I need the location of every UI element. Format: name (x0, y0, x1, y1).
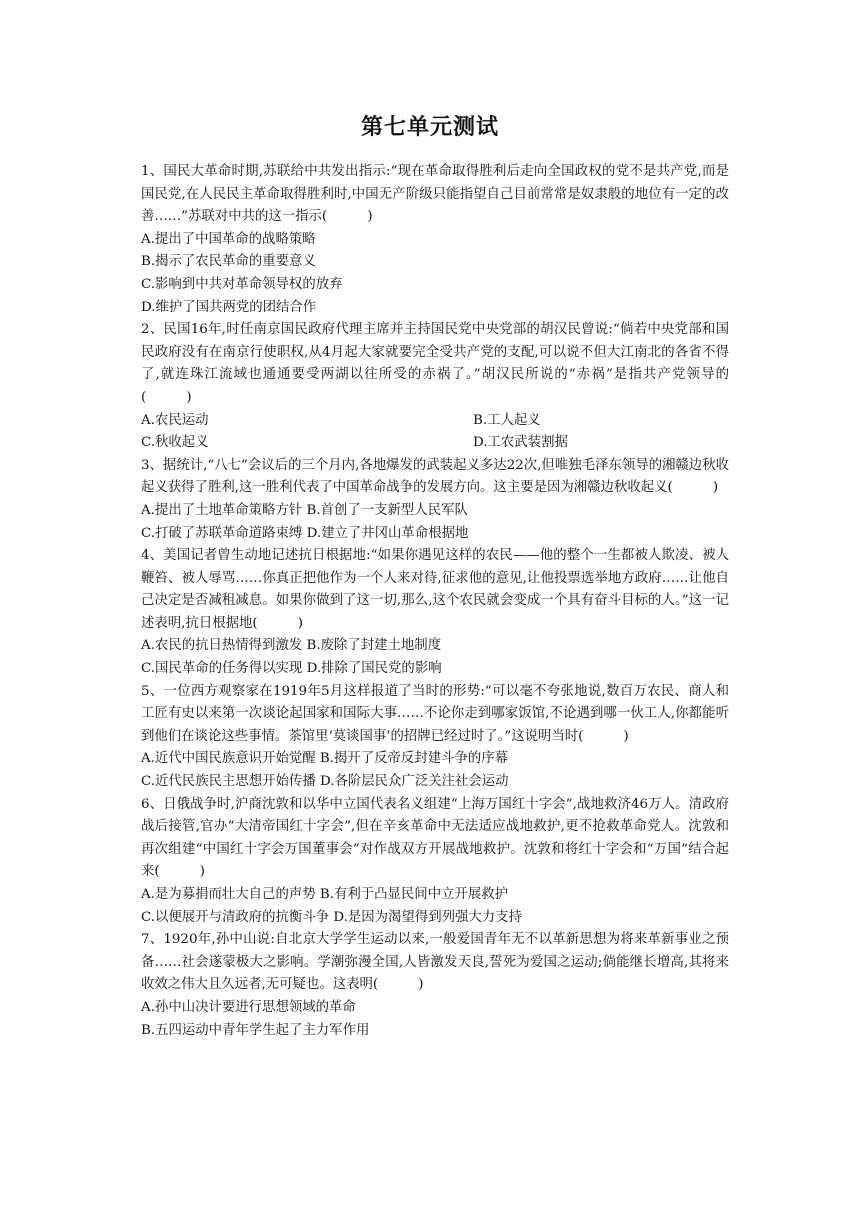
question-6 (141, 794, 729, 930)
option-c: C.影响到中共对革命领导权的放弃 (141, 276, 343, 292)
question-list (141, 161, 729, 1042)
option-row (141, 410, 729, 433)
option-d: D.维护了国共两党的团结合作 (141, 299, 317, 315)
option-c: C.秋收起义 (141, 435, 209, 451)
option-d: D.工农武装割据 (473, 435, 568, 451)
option-line-cd: C.以便展开与清政府的抗衡斗争 D.是因为渴望得到列强大力支持 (141, 909, 522, 925)
question-stem: 3、据统计,“八七”会议后的三个月内,各地爆发的武装起义多达22次,但唯独毛泽东领导的湘赣边秋收起义获得了胜利,这一胜利代表了中国革命战争的发展方向。这主要是因为湘赣边秋收起义( ) (141, 457, 729, 496)
page-title: 第七单元测试 (360, 114, 499, 140)
question-2 (141, 319, 729, 455)
option-a: A.农民运动 (141, 412, 209, 428)
option-line-ab: A.农民的抗日热情得到激发 B.废除了封建土地制度 (141, 638, 442, 654)
question-stem: 2、民国16年,时任南京国民政府代理主席并主持国民党中央党部的胡汉民曾说:“倘若中央党部和国民政府没有在南京行使职权,从4月起大家就要完全受共产党的支配,可以说不但大江南北的各省不得了,就连珠江流域也通通要受两湖以往所受的赤祸了。”胡汉民所说的“赤祸”是指共产党领导的( ) (141, 322, 729, 405)
option-line-ab: A.是为募捐而壮大自己的声势 B.有利于凸显民间中立开展救护 (141, 887, 509, 902)
option-line-ab: A.近代中国民族意识开始觉醒 B.揭开了反帝反封建斗争的序幕 (141, 751, 509, 767)
question-stem: 1、国民大革命时期,苏联给中共发出指示:“现在革命取得胜利后走向全国政权的党不是共产党,而是国民党,在人民民主革命取得胜利时,中国无产阶级只能指望自己目前常常是奴隶般的地位有一定的改善……”苏联对中共的这一指示( ) (141, 164, 729, 225)
question-stem: 6、日俄战争时,沪商沈敦和以华中立国代表名义组建“上海万国红十字会”,战地救济46万人。清政府战后接管,官办“大清帝国红十字会”,但在辛亥革命中无法适应战地救护,更不抢救革命党人。沈敦和再次组建“中国红十字会万国董事会”对作战双方开展战地救护。沈敦和将红十字会和“万国”结合起来( ) (141, 796, 729, 880)
option-a: A.提出了中国革命的战略策略 (141, 231, 316, 247)
option-line-cd: C.打破了苏联革命道路束缚 D.建立了井冈山革命根据地 (141, 525, 469, 541)
option-b: B.五四运动中青年学生起了主力军作用 (141, 1022, 370, 1038)
question-5 (141, 681, 729, 794)
option-line-cd: C.国民革命的任务得以实现 D.排除了国民党的影响 (141, 661, 442, 677)
option-b: B.揭示了农民革命的重要意义 (141, 254, 316, 270)
question-7 (141, 929, 729, 1042)
question-3 (141, 455, 729, 545)
option-a: A.孙中山决计要进行思想领域的革命 (141, 999, 356, 1015)
option-b: B.工人起义 (473, 412, 541, 428)
option-line-ab: A.提出了土地革命策略方针 B.首创了一支新型人民军队 (141, 502, 468, 518)
option-row (141, 432, 729, 455)
question-4 (141, 545, 729, 681)
question-stem: 5、一位西方观察家在1919年5月这样报道了当时的形势:“可以毫不夸张地说,数百万农民、商人和工匠有史以来第一次谈论起国家和国际大事……不论你走到哪家饭馆,不论遇到哪一伙工人,你都能听到他们在谈论这些事情。茶馆里‘莫谈国事’的招牌已经过时了。”这说明当时( ) (141, 683, 729, 744)
option-line-cd: C.近代民族民主思想开始传播 D.各阶层民众广泛关注社会运动 (141, 774, 509, 790)
question-stem: 4、美国记者曾生动地记述抗日根据地:“如果你遇见这样的农民——他的整个一生都被人欺凌、被人鞭笞、被人辱骂……你真正把他作为一个人来对待,征求他的意见,让他投票选举地方政府……让他自己决定是否减租减息。如果你做到了这一切,那么,这个农民就会变成一个具有奋斗目标的人。”这一记述表明,抗日根据地( ) (141, 548, 729, 631)
question-1 (141, 161, 729, 319)
question-stem: 7、1920年,孙中山说:自北京大学学生运动以来,一般爱国青年无不以革新思想为将来革新事业之预备……社会遂蒙极大之影响。学潮弥漫全国,人皆激发天良,誓死为爱国之运动;倘能继长增高,其将来收效之伟大且久远者,无可疑也。这表明( ) (141, 932, 729, 993)
